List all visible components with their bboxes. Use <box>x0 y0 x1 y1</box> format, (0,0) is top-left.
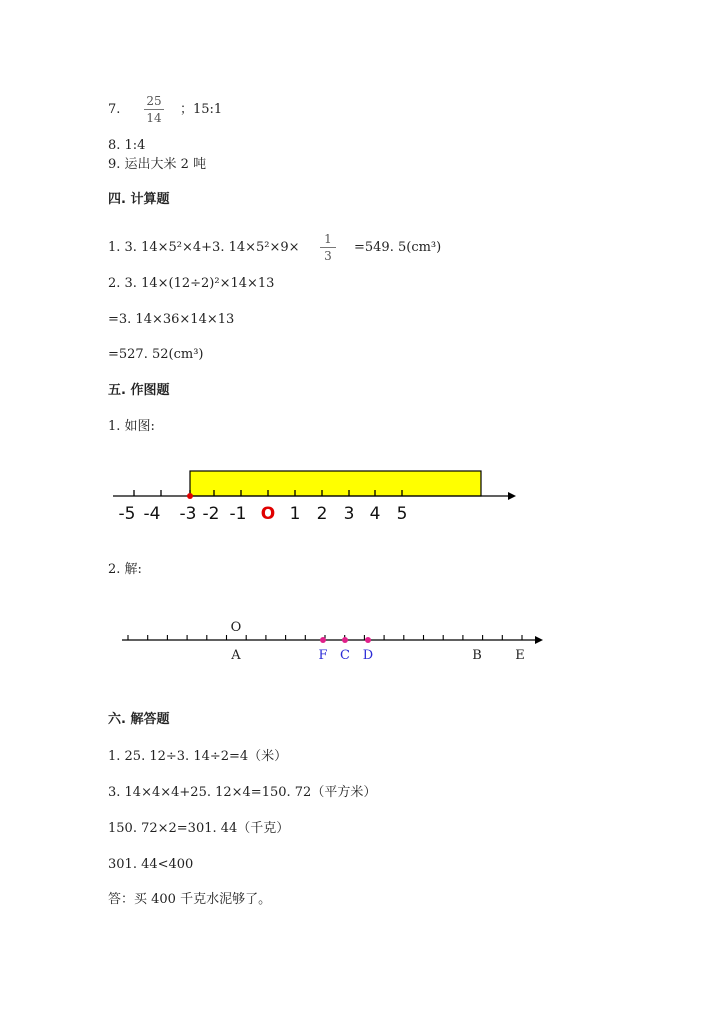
point-label: E <box>515 648 525 663</box>
point-label: A <box>231 648 241 663</box>
drawing-q2-label: 2. 解: <box>108 562 142 577</box>
answer-7-label: 7. <box>108 102 121 117</box>
answer-9: 9. 运出大米 2 吨 <box>108 157 207 172</box>
highlight-rect <box>190 471 481 496</box>
marked-point <box>342 637 348 643</box>
section-4-title: 四. 计算题 <box>108 192 170 207</box>
tick-label: 3 <box>343 504 355 524</box>
drawing-q1-label: 1. 如图: <box>108 419 155 434</box>
axis-arrow <box>508 492 516 500</box>
tick-label: -3 <box>179 504 197 524</box>
fraction-denominator: 3 <box>324 249 332 263</box>
calc-line-1a: 1. 3. 14×5²×4+3. 14×5²×9× <box>108 240 300 255</box>
point-label: F <box>318 648 328 663</box>
calc-line-2: 2. 3. 14×(12÷2)²×14×13 <box>108 276 275 291</box>
solution-line-2: 3. 14×4×4+25. 12×4=150. 72（平方米） <box>108 785 377 800</box>
point-label: C <box>340 648 350 663</box>
section-5-title: 五. 作图题 <box>108 383 170 398</box>
fraction-bar <box>144 109 164 110</box>
origin-label: O <box>230 620 242 635</box>
solution-answer: 答：买 400 千克水泥够了。 <box>108 892 272 907</box>
tick-label: 1 <box>289 504 301 524</box>
fraction-denominator: 14 <box>146 111 162 125</box>
tick-label: 4 <box>369 504 381 524</box>
calc-line-4: =527. 52(cm³) <box>108 347 204 362</box>
tick-label: O <box>260 504 276 524</box>
marked-point <box>365 637 371 643</box>
solution-line-3: 150. 72×2=301. 44（千克） <box>108 821 290 836</box>
answer-7-fraction <box>144 94 164 125</box>
tick-label: 2 <box>316 504 328 524</box>
tick-label: 5 <box>396 504 408 524</box>
solution-line-4: 301. 44<400 <box>108 857 194 872</box>
axis-arrow <box>535 636 543 644</box>
tick-label: -1 <box>229 504 247 524</box>
tick-label: -2 <box>202 504 220 524</box>
point-label: B <box>472 648 482 663</box>
tick-label: -5 <box>118 504 136 524</box>
fraction-bar <box>320 247 336 248</box>
solution-line-1: 1. 25. 12÷3. 14÷2=4（米） <box>108 749 288 764</box>
marked-point <box>320 637 326 643</box>
fraction-numerator: 1 <box>324 232 332 246</box>
tick-label: -4 <box>143 504 161 524</box>
section-6-title: 六. 解答题 <box>108 712 170 727</box>
point-label: D <box>362 648 374 663</box>
origin-point <box>187 493 193 499</box>
number-line-2 <box>0 615 720 665</box>
calc-line-3: =3. 14×36×14×13 <box>108 312 235 327</box>
calc-line-1b: =549. 5(cm³) <box>354 240 442 255</box>
answer-7-ratio: ；15:1 <box>180 102 223 117</box>
answer-8: 8. 1:4 <box>108 138 146 153</box>
calc-line-1-fraction <box>320 232 336 263</box>
fraction-numerator: 25 <box>146 94 162 108</box>
number-line-1 <box>0 465 720 525</box>
